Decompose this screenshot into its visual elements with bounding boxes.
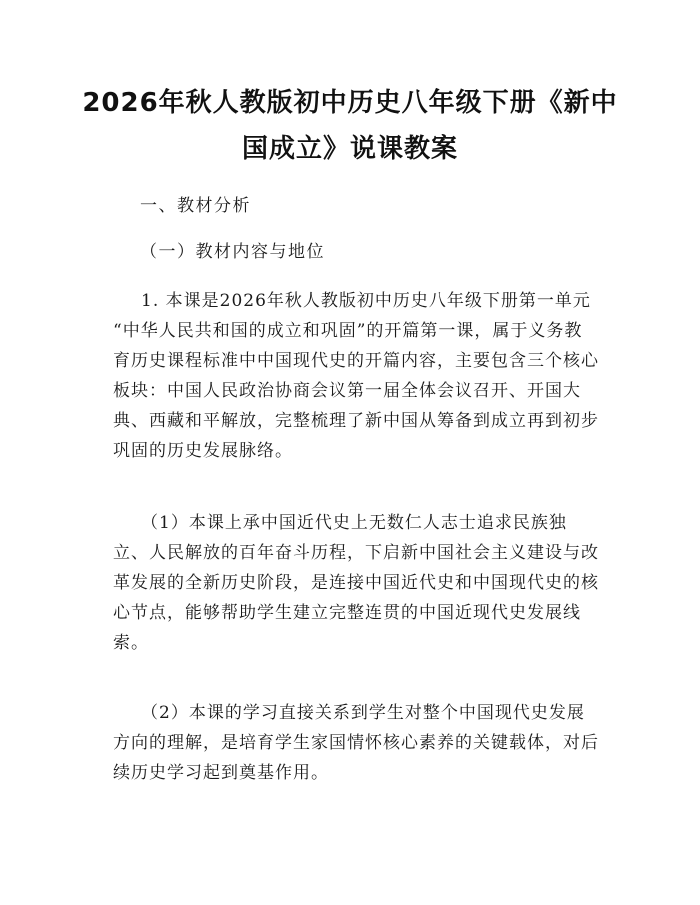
paragraph-1-line: 1. 本课是2026年秋人教版初中历史八年级下册第一单元 bbox=[141, 291, 591, 311]
paragraph-3-line: 方向的理解，是培育学生家国情怀核心素养的关键载体，对后 bbox=[113, 733, 599, 753]
paragraph-2-line: 革发展的全新历史阶段，是连接中国近代史和中国现代史的核 bbox=[113, 573, 599, 593]
paragraph-2 bbox=[113, 508, 613, 658]
paragraph-1-line: 育历史课程标准中中国现代史的开篇内容，主要包含三个核心 bbox=[113, 351, 599, 371]
paragraph-2-line: 心节点，能够帮助学生建立完整连贯的中国近现代史发展线 bbox=[113, 603, 581, 623]
subsection-heading-content-and-status: （一）教材内容与地位 bbox=[140, 242, 325, 262]
document-title-line-1: 2026年秋人教版初中历史八年级下册《新中 bbox=[82, 88, 618, 118]
paragraph-2-line: 索。 bbox=[113, 633, 149, 653]
paragraph-3-line: （2）本课的学习直接关系到学生对整个中国现代史发展 bbox=[141, 703, 585, 723]
paragraph-1 bbox=[113, 286, 613, 466]
paragraph-2-line: 立、人民解放的百年奋斗历程，下启新中国社会主义建设与改 bbox=[113, 543, 599, 563]
paragraph-3 bbox=[113, 698, 613, 788]
paragraph-3-line: 续历史学习起到奠基作用。 bbox=[113, 763, 329, 783]
paragraph-1-line: 典、西藏和平解放，完整梳理了新中国从筹备到成立再到初步 bbox=[113, 411, 599, 431]
paragraph-1-line: “中华人民共和国的成立和巩固”的开篇第一课，属于义务教 bbox=[113, 321, 583, 341]
section-heading-textbook-analysis: 一、教材分析 bbox=[140, 196, 251, 216]
paragraph-1-line: 巩固的历史发展脉络。 bbox=[113, 441, 293, 461]
paragraph-1-line: 板块：中国人民政治协商会议第一届全体会议召开、开国大 bbox=[113, 381, 581, 401]
paragraph-2-line: （1）本课上承中国近代史上无数仁人志士追求民族独 bbox=[141, 513, 567, 533]
document-title-line-2: 国成立》说课教案 bbox=[241, 134, 458, 164]
